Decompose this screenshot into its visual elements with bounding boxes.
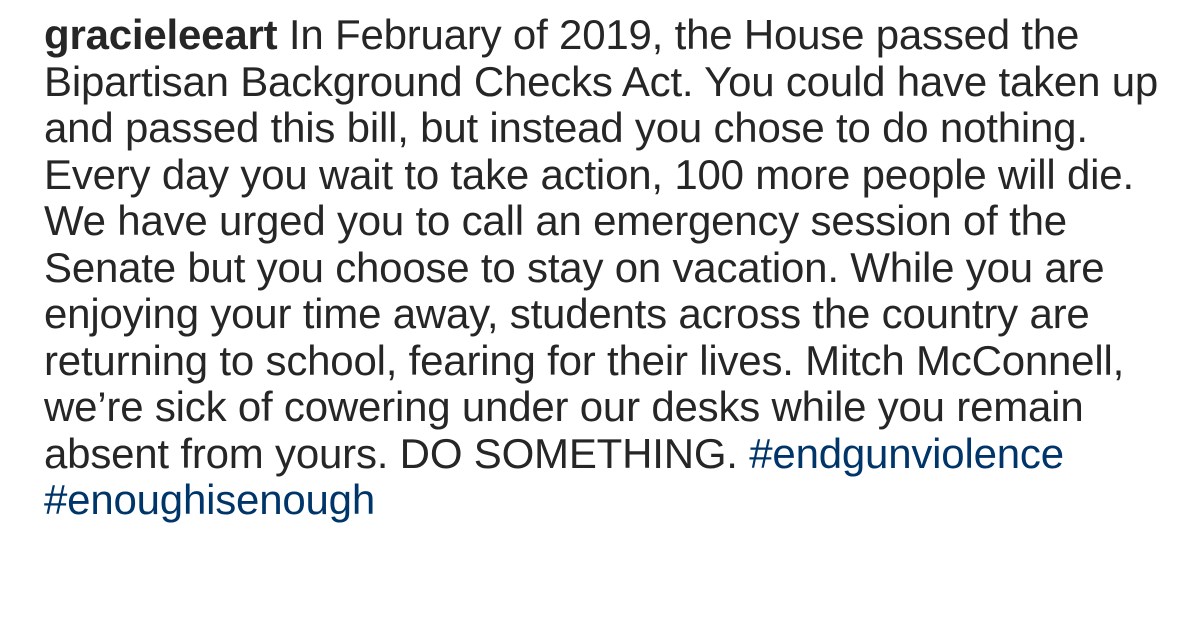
caption-text: In February of 2019, the House passed the Bipartisan Background Checks Act. You could have taken up and passed this bill, but instead you chose to do nothing. Every day you wait to take action, 100 more people will die. We have urged you to call an emergency session of the Senate but you choose to stay on vacation. While you are enjoying your time away, students across the country are returning to school, fearing for their lives. Mitch McConnell, we’re sick of cowering under our desks while you remain absent from yours. DO SOMETHING. [44, 11, 1159, 477]
hashtag-enoughisenough[interactable]: #enoughisenough [44, 476, 375, 523]
username-link[interactable]: gracieleeart [44, 11, 278, 58]
hashtag-endgunviolence[interactable]: #endgunviolence [749, 429, 1064, 477]
